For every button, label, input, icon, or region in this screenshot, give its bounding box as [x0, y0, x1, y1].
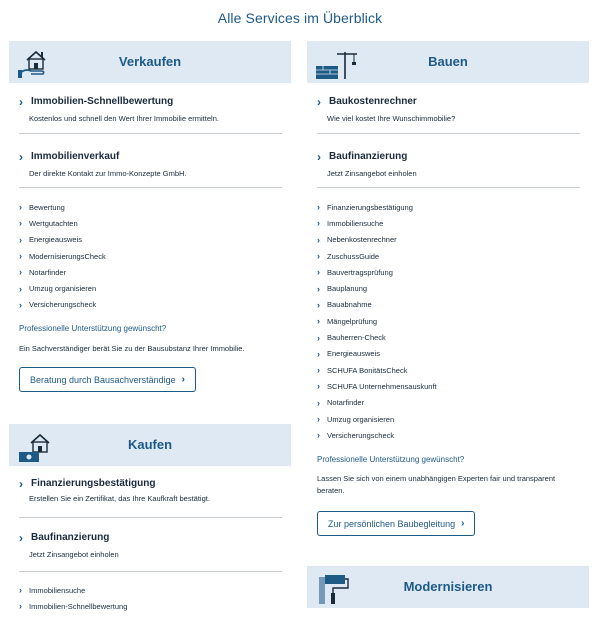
chevron-right-icon: › [19, 218, 22, 229]
chevron-right-icon: › [317, 149, 321, 164]
feature-title: Immobilien-Schnellbewertung [31, 96, 174, 107]
link-item[interactable]: › Bauvertragsprüfung [317, 267, 393, 278]
feature-baufinanzierung-bauen[interactable] [317, 151, 579, 178]
link-item[interactable]: › Umzug organisieren [19, 283, 97, 294]
card-header-modernisieren [307, 566, 589, 608]
chevron-right-icon: › [317, 414, 320, 424]
link-list-kaufen [19, 582, 127, 615]
chevron-right-icon: › [461, 518, 465, 529]
card-title-verkaufen: Verkaufen [118, 54, 182, 69]
feature-desc: Der direkte Kontakt zur Immo-Konzepte GmbH. [29, 169, 187, 178]
feature-title: Finanzierungsbestätigung [31, 478, 156, 489]
chevron-right-icon: › [317, 283, 320, 294]
link-item[interactable]: › Notarfinder [317, 397, 365, 408]
chevron-right-icon: › [317, 218, 320, 229]
feature-baukostenrechner[interactable] [317, 96, 579, 123]
chevron-right-icon: › [317, 202, 320, 213]
feature-desc: Erstellen Sie ein Zertifikat, das Ihre Kaufkraft bestätigt. [29, 494, 210, 503]
card-title-modernisieren: Modernisieren [403, 579, 493, 594]
card-header-kaufen [9, 424, 291, 466]
link-item[interactable]: › Immobiliensuche [317, 218, 384, 229]
beratung-button[interactable]: Beratung durch Bausachverständige › [19, 367, 196, 392]
chevron-right-icon: › [19, 267, 22, 278]
divider [19, 187, 282, 188]
card-kaufen [9, 424, 291, 621]
card-verkaufen [9, 41, 291, 411]
link-item[interactable]: › Nebenkostenrechner [317, 234, 397, 245]
help-title: Professionelle Unterstützung gewünscht? [317, 455, 465, 464]
card-header-bauen [307, 41, 589, 83]
feature-desc: Kostenlos und schnell den Wert Ihrer Immobilie ermitteln. [29, 114, 219, 123]
page-title: Alle Services im Überblick [217, 10, 383, 26]
feature-desc: Wie viel kostet Ihre Wunschimmobilie? [327, 114, 456, 123]
link-item[interactable]: › Versicherungscheck [317, 430, 395, 441]
chevron-right-icon: › [19, 299, 22, 310]
link-item[interactable]: › Bauabnahme [317, 299, 372, 310]
feature-immobilienverkauf[interactable] [19, 151, 281, 178]
link-item[interactable]: › ZuschussGuide [317, 251, 380, 262]
link-item[interactable]: › Versicherungscheck [19, 299, 97, 310]
chevron-right-icon: › [19, 202, 22, 213]
chevron-right-icon: › [19, 234, 22, 245]
help-text: Lassen Sie sich von einem unabhängigen Experten fair und transparent beraten. [317, 474, 556, 495]
chevron-right-icon: › [317, 381, 320, 392]
chevron-right-icon: › [317, 94, 321, 109]
link-item[interactable]: › SCHUFA Unternehmensauskunft [317, 381, 437, 392]
card-bauen [307, 41, 589, 551]
chevron-right-icon: › [19, 149, 23, 164]
feature-finanzierungsbestaetigung[interactable] [19, 478, 281, 503]
feature-title: Baufinanzierung [329, 151, 408, 162]
divider [317, 187, 580, 188]
link-item[interactable]: › Energieausweis [19, 234, 82, 245]
link-item[interactable]: › Bewertung [19, 202, 65, 213]
feature-title: Baukostenrechner [329, 96, 417, 107]
link-item[interactable]: › Bauherren-Check [317, 332, 386, 343]
card-header-verkaufen [9, 41, 291, 83]
link-item[interactable]: › Umzug organisieren [317, 414, 395, 424]
link-item[interactable]: › Notarfinder [19, 267, 67, 278]
link-item[interactable]: › Immobiliensuche [19, 585, 86, 596]
chevron-right-icon: › [317, 234, 320, 245]
chevron-right-icon: › [317, 365, 320, 376]
feature-desc: Jetzt Zinsangebot einholen [29, 550, 119, 559]
chevron-right-icon: › [19, 251, 22, 262]
chevron-right-icon: › [19, 585, 22, 596]
chevron-right-icon: › [19, 601, 22, 612]
feature-schnellbewertung[interactable] [19, 96, 281, 123]
feature-baufinanzierung-kaufen[interactable] [19, 532, 281, 559]
divider [19, 571, 282, 572]
chevron-right-icon: › [317, 430, 320, 441]
link-list-verkaufen [19, 199, 106, 313]
chevron-right-icon: › [317, 348, 320, 359]
chevron-right-icon: › [19, 283, 22, 294]
link-item[interactable]: › Immobilien-Schnellbewertung [19, 601, 128, 612]
baubegleitung-button[interactable]: Zur persönlichen Baubegleitung › [317, 511, 475, 536]
help-text: Ein Sachverständiger berät Sie zu der Bausubstanz Ihrer Immobilie. [19, 344, 245, 353]
chevron-right-icon: › [19, 476, 23, 491]
chevron-right-icon: › [19, 530, 23, 545]
chevron-right-icon: › [317, 251, 320, 262]
link-item[interactable]: › ModernisierungsCheck [19, 251, 106, 262]
feature-title: Immobilienverkauf [31, 151, 120, 162]
chevron-right-icon: › [317, 267, 320, 278]
link-item[interactable]: › Mängelprüfung [317, 316, 378, 327]
chevron-right-icon: › [317, 397, 320, 408]
help-title: Professionelle Unterstützung gewünscht? [19, 324, 167, 333]
link-item[interactable]: › Finanzierungsbestätigung [317, 202, 413, 213]
feature-desc: Jetzt Zinsangebot einholen [327, 169, 417, 178]
link-item[interactable]: › SCHUFA BonitätsCheck [317, 365, 408, 376]
feature-title: Baufinanzierung [31, 532, 110, 543]
divider [317, 133, 580, 134]
chevron-right-icon: › [19, 94, 23, 109]
chevron-right-icon: › [181, 374, 185, 385]
card-title-bauen: Bauen [428, 54, 468, 69]
card-title-kaufen: Kaufen [127, 437, 173, 452]
link-item[interactable]: › Energieausweis [317, 348, 380, 359]
chevron-right-icon: › [317, 332, 320, 343]
chevron-right-icon: › [317, 299, 320, 310]
chevron-right-icon: › [317, 316, 320, 327]
link-list-bauen [317, 199, 437, 443]
divider [19, 133, 282, 134]
divider [19, 517, 282, 518]
link-item[interactable]: › Bauplanung [317, 283, 368, 294]
card-modernisieren [307, 566, 589, 621]
link-item[interactable]: › Wertgutachten [19, 218, 78, 229]
